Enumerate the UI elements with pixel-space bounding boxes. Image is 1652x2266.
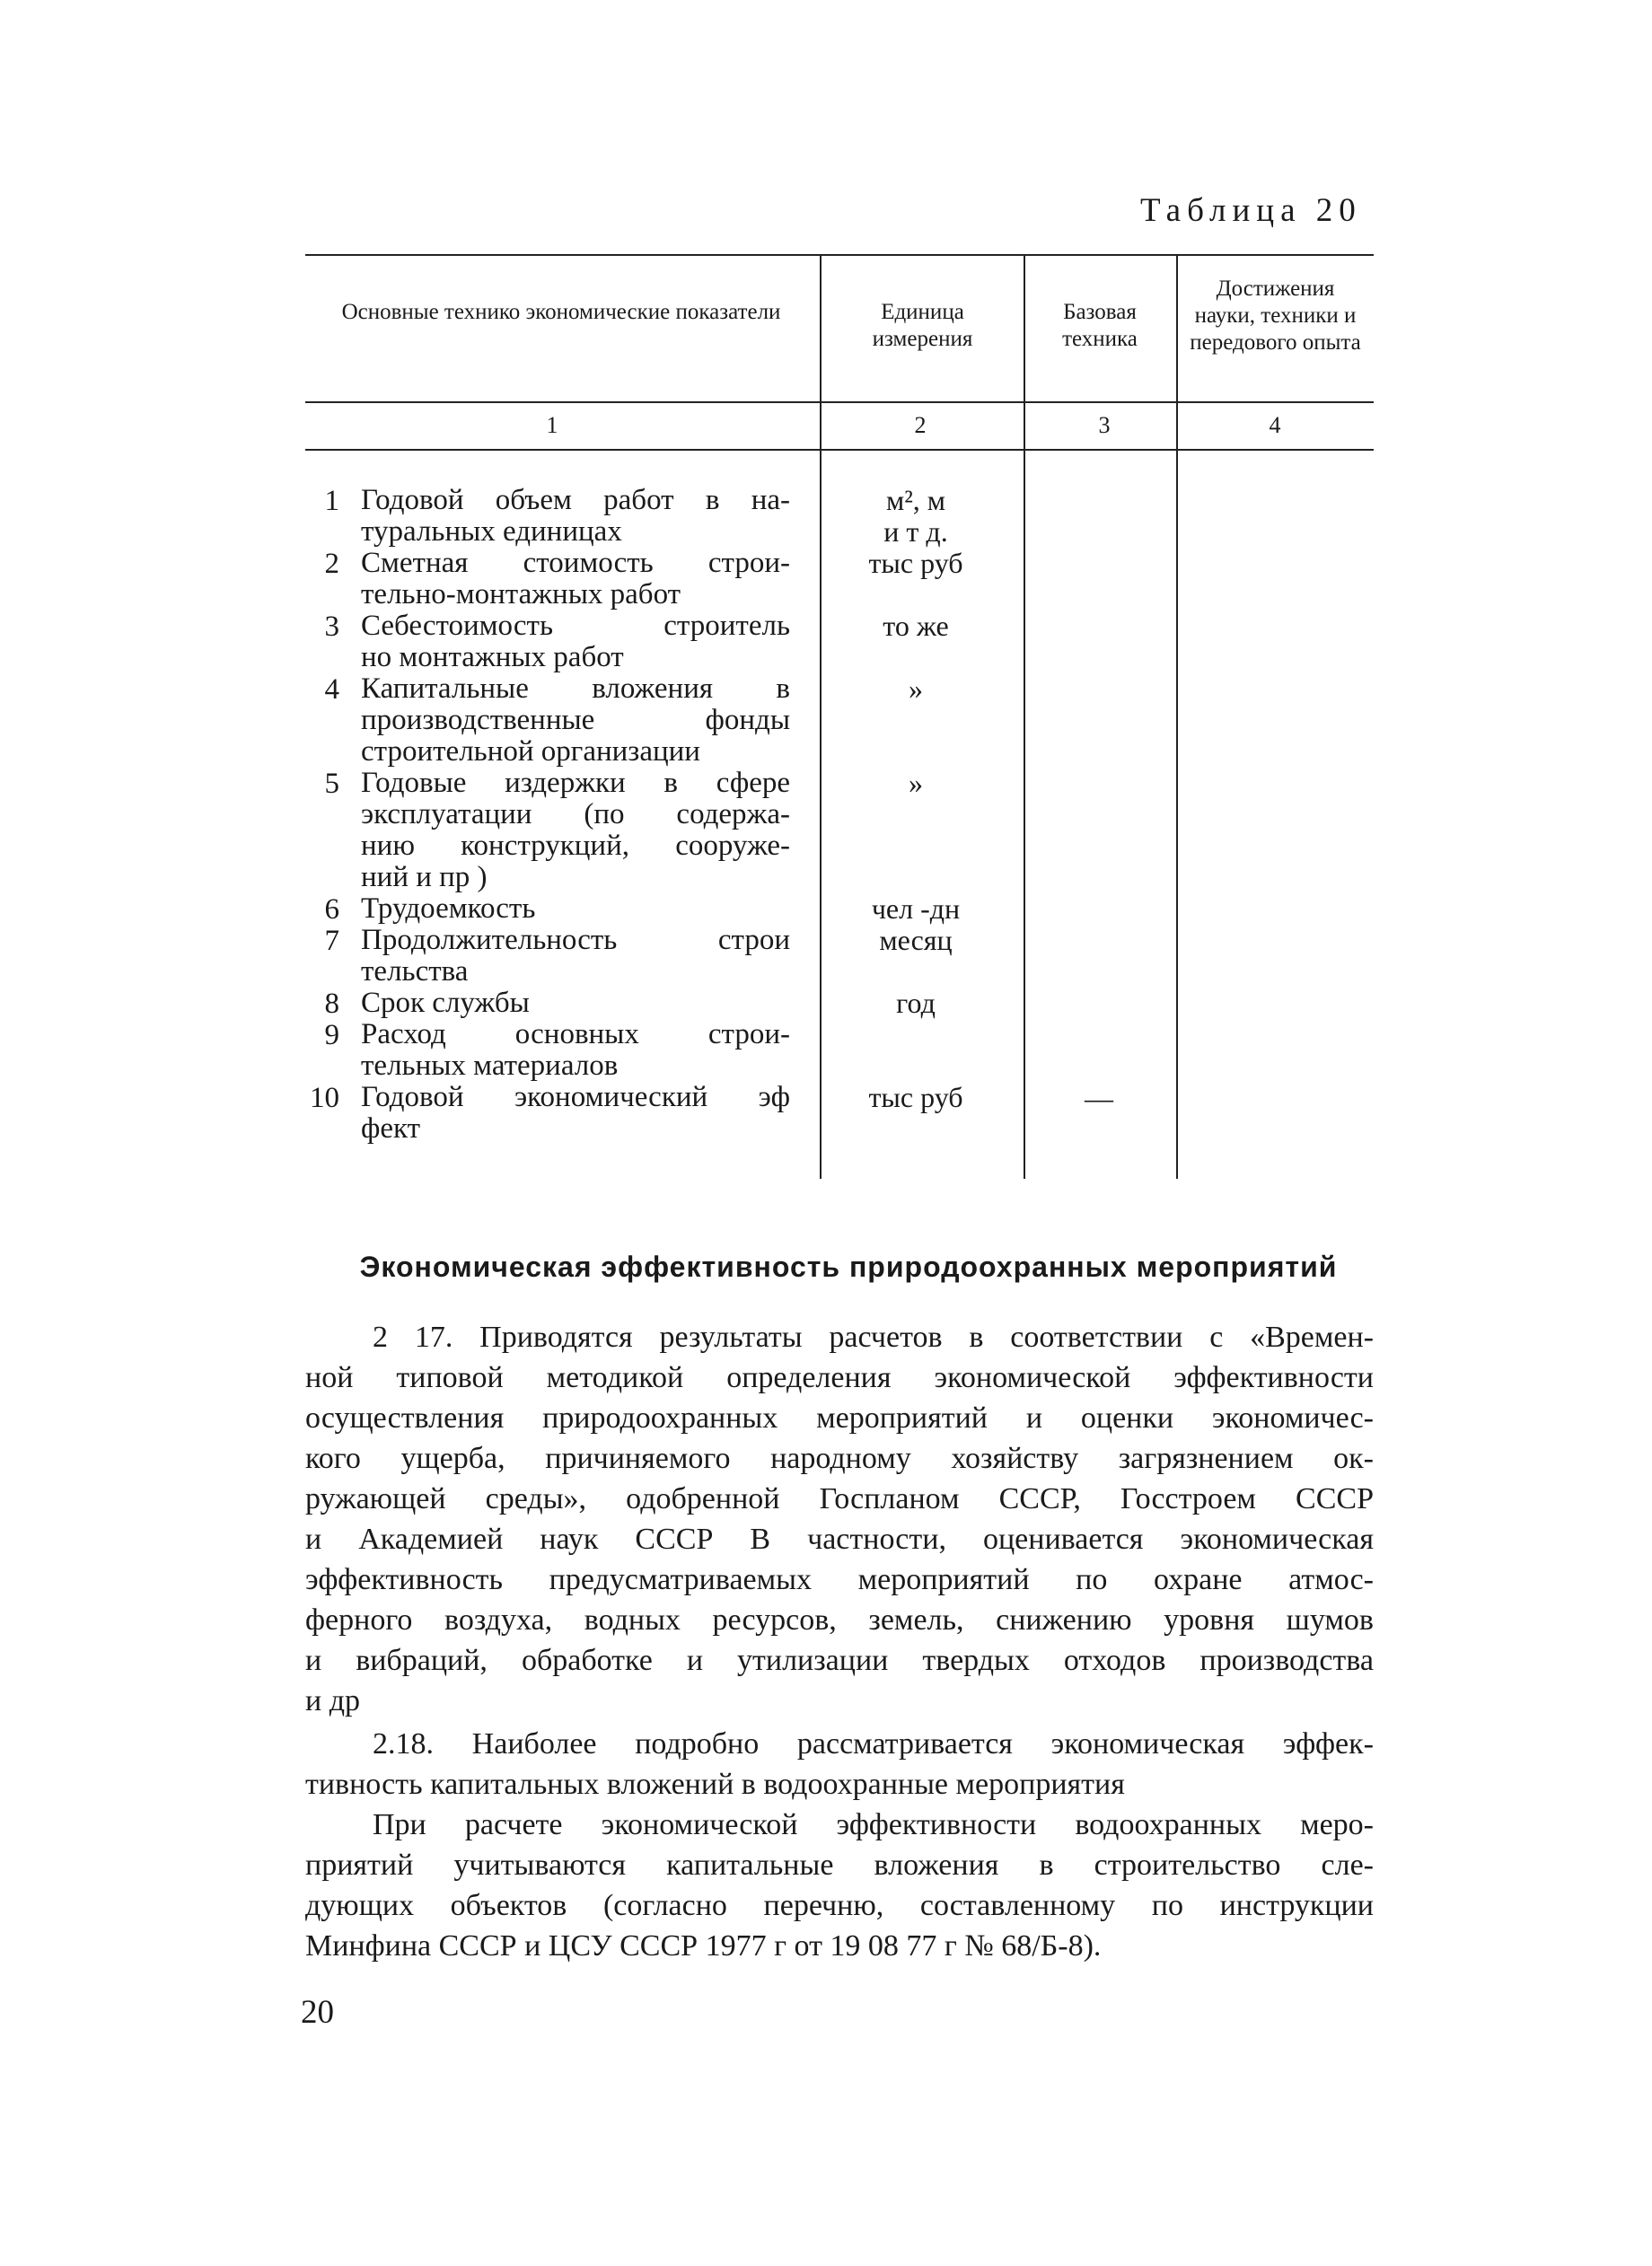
column-number: 1 xyxy=(546,412,558,438)
row-label: Продолжительность строи тельства xyxy=(361,924,790,988)
row-unit: месяц xyxy=(879,924,953,956)
row-label: Расход основных строи- тельных материалов xyxy=(361,1018,790,1082)
row-number: 1 xyxy=(324,485,339,517)
paragraph-2-18: 2.18. Наиболее подробно рассматривается экономическая эффек- тивность капитальных вложений в водоохранные мероприятия xyxy=(305,1727,1374,1801)
row-unit: год xyxy=(896,987,936,1019)
row-label: Годовые издержки в сфере эксплуатации (по содержа- нию конструкций, сооруже- ний и пр ) xyxy=(361,767,790,893)
row-number: 7 xyxy=(324,925,339,957)
row-number: 9 xyxy=(324,1019,339,1051)
paragraph-calculation: При расчете экономической эффективности водоохранных меро- приятий учитываются капитальные вложения в строительство сле- дующих объектов (согласно перечню, составленному по инструкции Минфина СССР и ЦСУ СССР 1977 г от 19 08 77 г № 68/Б-8). xyxy=(305,1808,1374,1963)
table-caption: Таблица 20 xyxy=(1140,192,1362,229)
section-heading: Экономическая эффективность природоохранных мероприятий xyxy=(359,1251,1338,1283)
column-number: 2 xyxy=(914,412,927,438)
row-label: Трудоемкость xyxy=(361,892,536,925)
row-base-value: — xyxy=(1085,1082,1113,1114)
header-base: Базовая техника xyxy=(1062,300,1138,351)
column-number: 4 xyxy=(1269,412,1281,438)
row-number: 8 xyxy=(324,988,339,1020)
header-achievements: Достижения науки, техники и передового опыта xyxy=(1190,277,1361,355)
row-label: Сметная стоимость строи- тельно-монтажных работ xyxy=(361,547,790,610)
row-unit: м², м и т д. xyxy=(883,484,948,548)
row-number: 4 xyxy=(324,673,339,706)
row-unit: то же xyxy=(883,610,949,642)
row-number: 2 xyxy=(324,548,339,580)
header-indicators: Основные технико экономические показатели xyxy=(341,300,781,324)
row-number: 5 xyxy=(324,768,339,800)
row-unit: тыс руб xyxy=(868,1081,963,1113)
page-number: 20 xyxy=(301,1994,334,2031)
row-unit: » xyxy=(909,767,923,799)
row-number: 3 xyxy=(324,610,339,643)
row-unit: чел -дн xyxy=(871,892,961,925)
row-label: Капитальные вложения в производственные фонды строительной организации xyxy=(361,672,790,768)
row-unit: тыс руб xyxy=(868,547,963,579)
paragraph-2-17: 2 17. Приводятся результаты расчетов в соответствии с «Времен- ной типовой методикой определения экономической эффективности осуществления природоохранных мероприятий и оценки экономичес- кого ущерба, причиняемого народному хозяйству загрязнением ок- ружающей среды», одобренной Госпланом СССР, Госстроем СССР и Академией наук СССР В частности, оценивается экономическая эффективность предусматриваемых мероприятий по охране атмос- ферного воздуха, водных ресурсов, земель, снижению уровня шумов и вибраций, обработке и утилизации твердых отходов производства и др xyxy=(305,1321,1374,1717)
column-number: 3 xyxy=(1098,412,1111,438)
row-number: 6 xyxy=(324,893,339,926)
header-unit: Единица измерения xyxy=(872,300,973,351)
row-number: 10 xyxy=(310,1082,339,1114)
row-label: Годовой объем работ в на- туральных единицах xyxy=(361,484,790,548)
row-label: Годовой экономический эф фект xyxy=(361,1081,790,1145)
row-label: Себестоимость строитель но монтажных работ xyxy=(361,610,790,673)
row-label: Срок службы xyxy=(361,987,530,1019)
row-unit: » xyxy=(909,672,923,705)
